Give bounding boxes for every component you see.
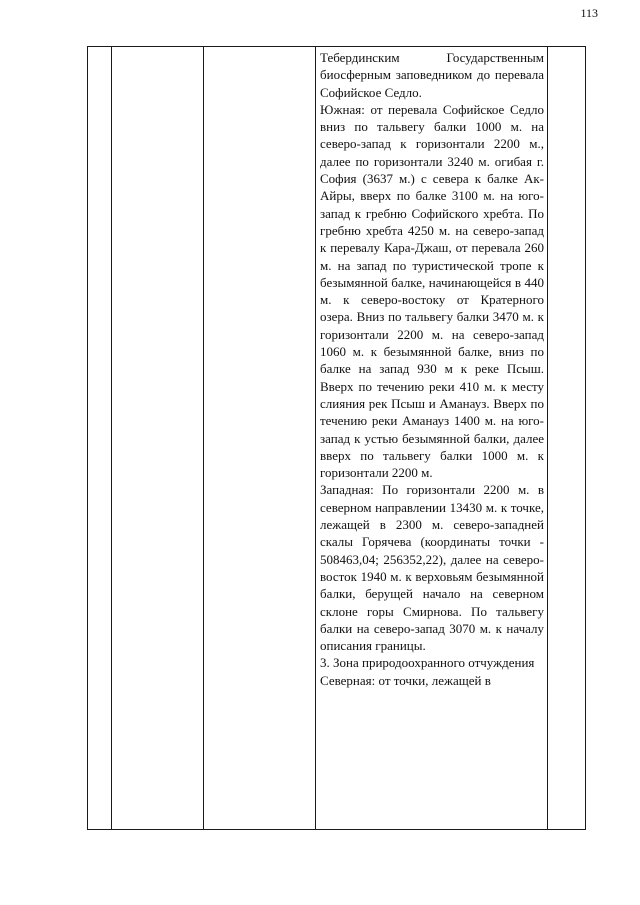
table-row xyxy=(88,47,586,830)
paragraph-north-boundary: Северная: от точки, лежащей в xyxy=(320,672,491,688)
paragraph-south-boundary: Южная: от перевала Софийское Седло вниз по тальвегу балки 1000 м. на северо-запад к горизонтали 2200 м., далее по горизонтали 3240 м. огибая г. София (3637 м.) с севера к балке Ак-Айры, вверх по балке 3100 м. на юго-запад к гребню Софийского хребта. По гребню хребта 4250 м. на северо-запад к перевалу Кара-Джаш, от перевала 260 м. на запад по туристической тропе к безымянной балке, начинающейся в 440 м. к северо-востоку от Кратерного озера. Вниз по тальвегу балки 3470 м. к горизонтали 2200 м. на северо-запад 1060 м. к безымянной балке, вниз по балке на запад 930 м к реке Псыш. Вверх по течению реки 410 м. к месту слияния рек Псыш и Аманауз. Вверх по течению реки Аманауз 1400 м. на юго-запад к устью безымянной балки, далее вверх по тальвегу балки 1000 м. к горизонтали 2200 м. xyxy=(320,101,544,481)
paragraph-zone-heading: 3. Зона природоохранного отчуждения xyxy=(320,655,535,671)
table-cell-location xyxy=(204,47,316,830)
paragraph-intro: Тебердинским Государственным биосферным заповедником до перевала Софийское Седло. xyxy=(320,50,544,100)
paragraph-west-boundary: Западная: По горизонтали 2200 м. в северном направлении 13430 м. к точке, лежащей в 2300 м. северо-западней скалы Горячева (координаты точки - 508463,04; 256352,22), далее на северо-восток 1940 м. к верховьям безымянной балки, берущей начало на северном склоне горы Смирнова. По тальвегу балки на северо-запад 3070 м. к началу описания границы. xyxy=(320,482,544,654)
page-number: 113 xyxy=(580,6,598,20)
boundary-description-table xyxy=(87,46,586,830)
table-cell-index xyxy=(88,47,112,830)
table-cell-name xyxy=(112,47,204,830)
table-cell-notes xyxy=(548,47,586,830)
table-cell-boundary-description xyxy=(316,47,548,830)
